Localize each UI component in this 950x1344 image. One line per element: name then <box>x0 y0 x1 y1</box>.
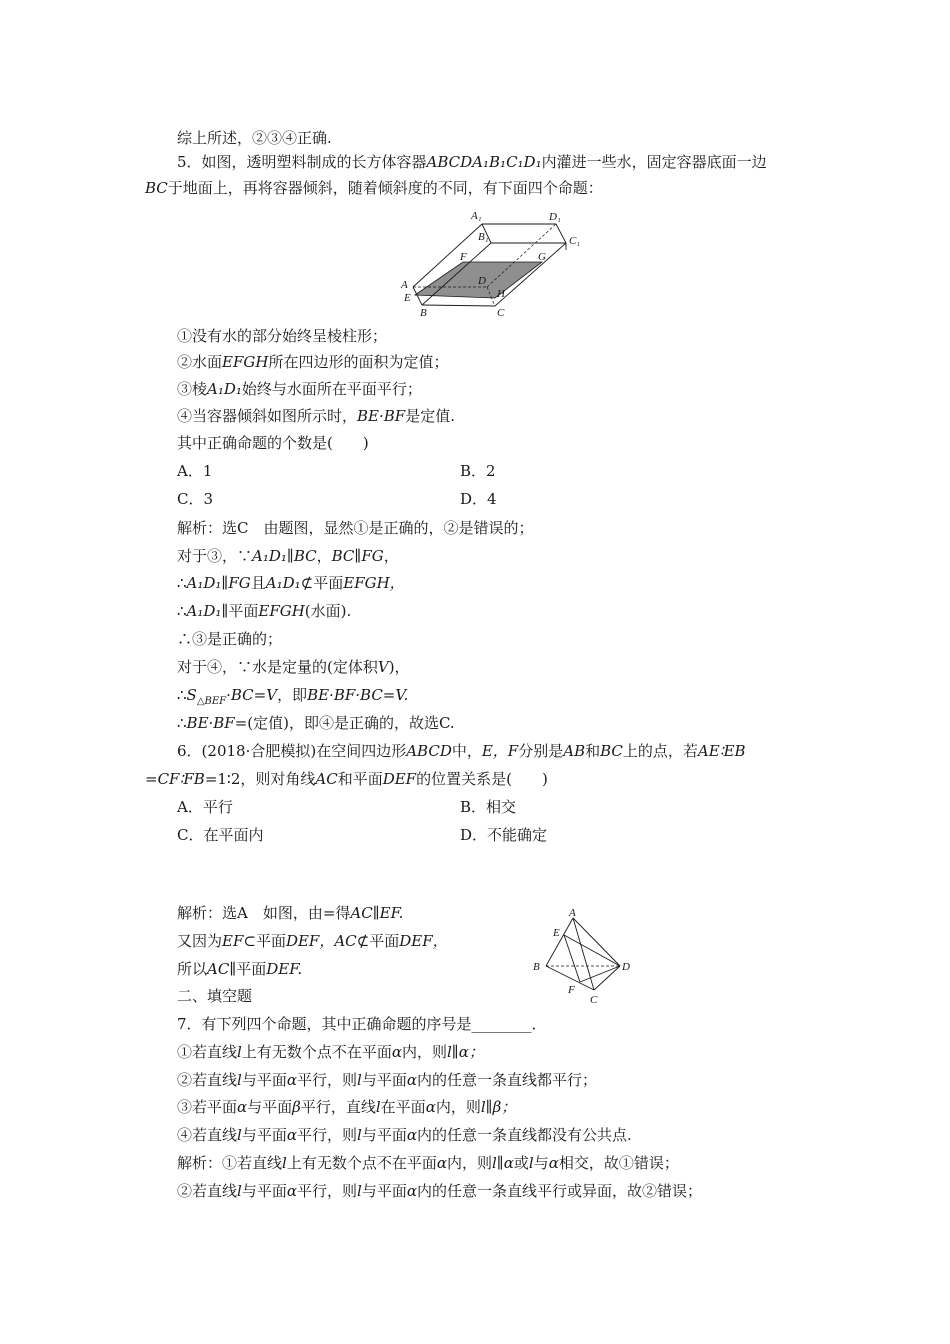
solution-line: ∴③是正确的； <box>177 630 283 648</box>
statement-4: ④当容器倾斜如图所示时，BE·BF是定值. <box>177 407 455 425</box>
option-c: C．3 <box>177 490 214 508</box>
vertex-label: C <box>497 307 505 319</box>
proposition-2: ②若直线l与平面α平行，则l与平面α内的任意一条直线都平行； <box>177 1071 597 1089</box>
option-d: D．4 <box>460 490 497 508</box>
solution-line: ②若直线l与平面α平行，则l与平面α内的任意一条直线平行或异面，故②错误； <box>177 1182 702 1200</box>
statement-2: ②水面EFGH所在四边形的面积为定值； <box>177 353 449 371</box>
solution-line: 解析：选C 由题图，显然①是正确的，②是错误的； <box>177 519 534 537</box>
vertex-label: A <box>569 907 576 919</box>
tetrahedron-figure <box>528 906 640 1006</box>
vertex-label: D <box>478 275 486 287</box>
vertex-label: F <box>568 984 575 996</box>
solution-line: 对于④，∵水是定量的(定体积V)， <box>177 658 410 676</box>
question-6-line-1: 6．(2018·合肥模拟)在空间四边形ABCD中，E，F分别是AB和BC上的点，若AE∶EB <box>177 742 746 760</box>
option-b: B．2 <box>460 462 496 480</box>
option-b: B．相交 <box>460 798 517 816</box>
vertex-label: E <box>553 927 560 939</box>
solution-line: $\therefore S_{\triangle BEF}\cdot BC=V$，即BE·BF·BC=V. <box>177 686 409 707</box>
statement-3: ③棱A₁D₁始终与水面所在平面平行； <box>177 380 422 398</box>
question-prompt: 其中正确命题的个数是( ) <box>177 434 369 452</box>
option-d: D．不能确定 <box>460 826 548 844</box>
text-line: 综上所述，②③④正确. <box>177 129 332 147</box>
option-a: A．1 <box>177 462 213 480</box>
vertex-label: A₁ <box>471 210 482 222</box>
question-6-line-2: =CF∶FB=1∶2，则对角线AC和平面DEF的位置关系是( ) <box>145 770 548 788</box>
question-7: 7．有下列四个命题，其中正确命题的序号是________． <box>177 1015 547 1033</box>
vertex-label: D <box>622 961 630 973</box>
solution-line: 又因为EF⊂平面DEF，AC⊄平面DEF， <box>177 932 448 950</box>
solution-line: 对于③，∵A₁D₁∥BC，BC∥FG， <box>177 547 399 565</box>
vertex-label: C₁ <box>569 235 581 247</box>
vertex-label: B <box>533 961 540 973</box>
proposition-4: ④若直线l与平面α平行，则l与平面α内的任意一条直线都没有公共点. <box>177 1126 632 1144</box>
proposition-3: ③若平面α与平面β平行，直线l在平面α内，则l∥β； <box>177 1098 517 1116</box>
solution-line: ∴BE·BF=(定值)，即④是正确的，故选C. <box>177 714 455 732</box>
solution-line: ∴A₁D₁∥FG且A₁D₁⊄平面EFGH， <box>177 574 405 592</box>
question-5-line-2: BC于地面上，再将容器倾斜，随着倾斜度的不同，有下面四个命题： <box>145 179 603 197</box>
statement-1: ①没有水的部分始终呈棱柱形； <box>177 327 388 345</box>
solution-line: 所以AC∥平面DEF. <box>177 960 303 978</box>
vertex-label: E <box>404 292 411 304</box>
vertex-label: C <box>590 994 598 1006</box>
option-c: C．在平面内 <box>177 826 264 844</box>
section-heading: 二、填空题 <box>177 987 253 1005</box>
solution-line: 解析：选A 如图，由=得AC∥EF. <box>177 904 404 922</box>
proposition-1: ①若直线l上有无数个点不在平面α内，则l∥α； <box>177 1043 484 1061</box>
box-container-figure <box>395 205 595 320</box>
vertex-label: D₁ <box>549 211 561 223</box>
vertex-label: B₁ <box>478 231 489 243</box>
vertex-label: A <box>401 279 408 291</box>
question-5-line-1: 5．如图，透明塑料制成的长方体容器ABCDA₁B₁C₁D₁内灌进一些水，固定容器底面一边 <box>177 153 767 171</box>
option-a: A．平行 <box>177 798 233 816</box>
vertex-label: B <box>420 307 427 319</box>
vertex-label: G <box>538 251 546 263</box>
solution-line: ∴A₁D₁∥平面EFGH(水面). <box>177 602 352 620</box>
vertex-label: H <box>497 288 505 300</box>
vertex-label: F <box>460 251 467 263</box>
solution-line: 解析：①若直线l上有无数个点不在平面α内，则l∥α或l与α相交，故①错误； <box>177 1154 679 1172</box>
